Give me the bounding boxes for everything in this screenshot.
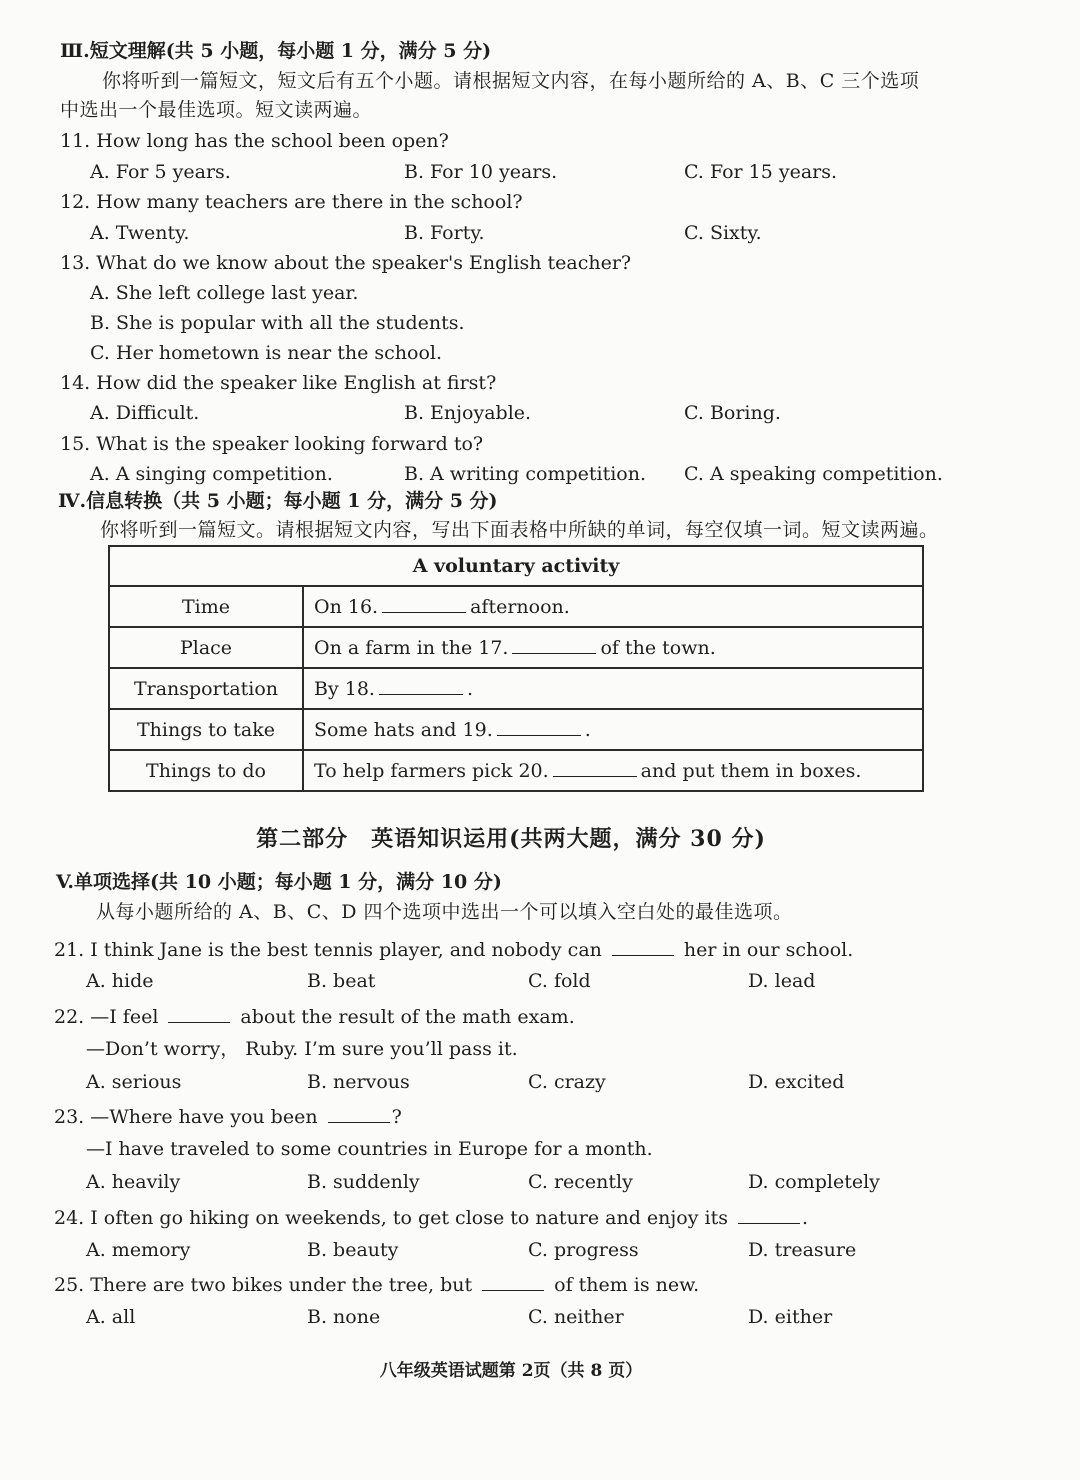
row-text-post: .	[584, 718, 591, 741]
q23-response-line: —I have traveled to some countries in Europe for a month.	[86, 1138, 653, 1160]
q21-text-pre: 21. I think Jane is the best tennis player, and nobody can	[54, 939, 602, 961]
question-24	[54, 1207, 808, 1228]
question-22	[54, 1006, 575, 1027]
q11-option-a: A. For 5 years.	[90, 161, 231, 183]
section5-heading: V.单项选择(共 10 小题；每小题 1 分，满分 10 分)	[56, 871, 502, 893]
part2-title: 第二部分 英语知识运用(共两大题，满分 30 分)	[256, 826, 766, 852]
q24-text-pre: 24. I often go hiking on weekends, to get close to nature and enjoy its	[54, 1207, 728, 1229]
answer-blank-20[interactable]	[553, 760, 637, 777]
q23-option-a: A. heavily	[86, 1171, 181, 1193]
q14-option-b: B. Enjoyable.	[404, 402, 532, 424]
section4-instruction: 你将听到一篇短文。请根据短文内容，写出下面表格中所缺的单词，每空仅填一词。短文读两遍。	[100, 519, 939, 541]
q22-option-c: C. crazy	[528, 1071, 606, 1093]
q25-option-a: A. all	[86, 1306, 136, 1328]
q24-option-c: C. progress	[528, 1239, 639, 1261]
table-title-row	[109, 546, 923, 586]
q22-text-pre: 22. —I feel	[54, 1006, 159, 1028]
q25-option-d: D. either	[748, 1306, 833, 1328]
q25-option-c: C. neither	[528, 1306, 624, 1328]
answer-blank-25[interactable]	[482, 1274, 544, 1291]
q21-option-c: C. fold	[528, 970, 591, 992]
answer-blank-17[interactable]	[512, 637, 596, 654]
table-title: A voluntary activity	[109, 546, 923, 586]
q24-option-a: A. memory	[86, 1239, 191, 1261]
q24-option-d: D. treasure	[748, 1239, 857, 1261]
q15-option-b: B. A writing competition.	[404, 463, 647, 485]
row-text-pre: By 18.	[314, 677, 375, 700]
answer-blank-24[interactable]	[738, 1207, 800, 1224]
question-12: 12. How many teachers are there in the school?	[60, 191, 523, 213]
question-11: 11. How long has the school been open?	[60, 130, 449, 152]
q12-option-c: C. Sixty.	[684, 222, 762, 244]
answer-blank-23[interactable]	[328, 1106, 390, 1123]
q15-option-c: C. A speaking competition.	[684, 463, 943, 485]
row-text-pre: Some hats and 19.	[314, 718, 493, 741]
q23-text-post: ?	[391, 1106, 402, 1128]
q14-option-a: A. Difficult.	[90, 402, 200, 424]
section3-instruction-line2: 中选出一个最佳选项。短文读两遍。	[60, 99, 373, 121]
row-label-transportation: Transportation	[109, 668, 303, 709]
row-content-things-to-do	[303, 750, 923, 791]
q25-text-pre: 25. There are two bikes under the tree, but	[54, 1274, 473, 1296]
section5-instruction: 从每小题所给的 A、B、C、D 四个选项中选出一个可以填入空白处的最佳选项。	[96, 901, 793, 923]
section4-heading: Ⅳ.信息转换（共 5 小题；每小题 1 分，满分 5 分)	[58, 490, 498, 512]
q12-option-a: A. Twenty.	[90, 222, 190, 244]
answer-blank-19[interactable]	[497, 719, 581, 736]
q12-option-b: B. Forty.	[404, 222, 485, 244]
table-row	[109, 750, 923, 791]
q21-option-d: D. lead	[748, 970, 816, 992]
q22-text-post: about the result of the math exam.	[240, 1006, 575, 1028]
q14-option-c: C. Boring.	[684, 402, 781, 424]
q21-option-a: A. hide	[86, 970, 154, 992]
question-21	[54, 939, 853, 960]
table-row	[109, 627, 923, 668]
q23-option-c: C. recently	[528, 1171, 633, 1193]
q13-option-a: A. She left college last year.	[90, 282, 359, 304]
q11-option-c: C. For 15 years.	[684, 161, 838, 183]
q23-option-b: B. suddenly	[307, 1171, 420, 1193]
q23-option-d: D. completely	[748, 1171, 880, 1193]
section3-instruction-line1: 你将听到一篇短文，短文后有五个小题。请根据短文内容，在每小题所给的 A、B、C 三个选项	[102, 70, 920, 92]
answer-blank-21[interactable]	[612, 939, 674, 956]
question-25	[54, 1274, 699, 1295]
q11-option-b: B. For 10 years.	[404, 161, 558, 183]
question-15: 15. What is the speaker looking forward to?	[60, 433, 484, 455]
q24-text-post: .	[801, 1207, 809, 1229]
row-text-pre: On 16.	[314, 595, 379, 618]
table-row	[109, 668, 923, 709]
row-content-transportation	[303, 668, 923, 709]
q23-text-pre: 23. —Where have you been	[54, 1106, 318, 1128]
row-text-post: and put them in boxes.	[640, 759, 862, 782]
info-table	[108, 545, 924, 792]
section3-heading: Ⅲ.短文理解(共 5 小题，每小题 1 分，满分 5 分)	[60, 40, 492, 62]
q22-option-b: B. nervous	[307, 1071, 410, 1093]
row-content-things-to-take	[303, 709, 923, 750]
q25-option-b: B. none	[307, 1306, 381, 1328]
q24-option-b: B. beauty	[307, 1239, 399, 1261]
row-text-pre: On a farm in the 17.	[314, 636, 509, 659]
row-label-time: Time	[109, 586, 303, 627]
q22-option-d: D. excited	[748, 1071, 845, 1093]
row-label-things-to-take: Things to take	[109, 709, 303, 750]
q25-text-post: of them is new.	[554, 1274, 700, 1296]
page-footer: 八年级英语试题第 2页（共 8 页）	[379, 1361, 643, 1381]
q22-response-line: —Don’t worry， Ruby. I’m sure you’ll pass it.	[86, 1038, 518, 1060]
q22-option-a: A. serious	[86, 1071, 182, 1093]
row-text-post: afternoon.	[470, 595, 570, 618]
q21-option-b: B. beat	[307, 970, 376, 992]
question-23	[54, 1106, 402, 1127]
row-label-place: Place	[109, 627, 303, 668]
row-text-post: of the town.	[600, 636, 716, 659]
q13-option-b: B. She is popular with all the students.	[90, 312, 465, 334]
row-text-post: .	[466, 677, 473, 700]
question-13: 13. What do we know about the speaker's English teacher?	[60, 252, 632, 274]
table-row	[109, 709, 923, 750]
answer-blank-16[interactable]	[382, 596, 466, 613]
table-row	[109, 586, 923, 627]
row-content-time	[303, 586, 923, 627]
q21-text-post: her in our school.	[683, 939, 854, 961]
row-label-things-to-do: Things to do	[109, 750, 303, 791]
answer-blank-22[interactable]	[168, 1006, 230, 1023]
q15-option-a: A. A singing competition.	[90, 463, 333, 485]
row-text-pre: To help farmers pick 20.	[314, 759, 549, 782]
answer-blank-18[interactable]	[379, 678, 463, 695]
q13-option-c: C. Her hometown is near the school.	[90, 342, 443, 364]
question-14: 14. How did the speaker like English at first?	[60, 372, 497, 394]
row-content-place	[303, 627, 923, 668]
